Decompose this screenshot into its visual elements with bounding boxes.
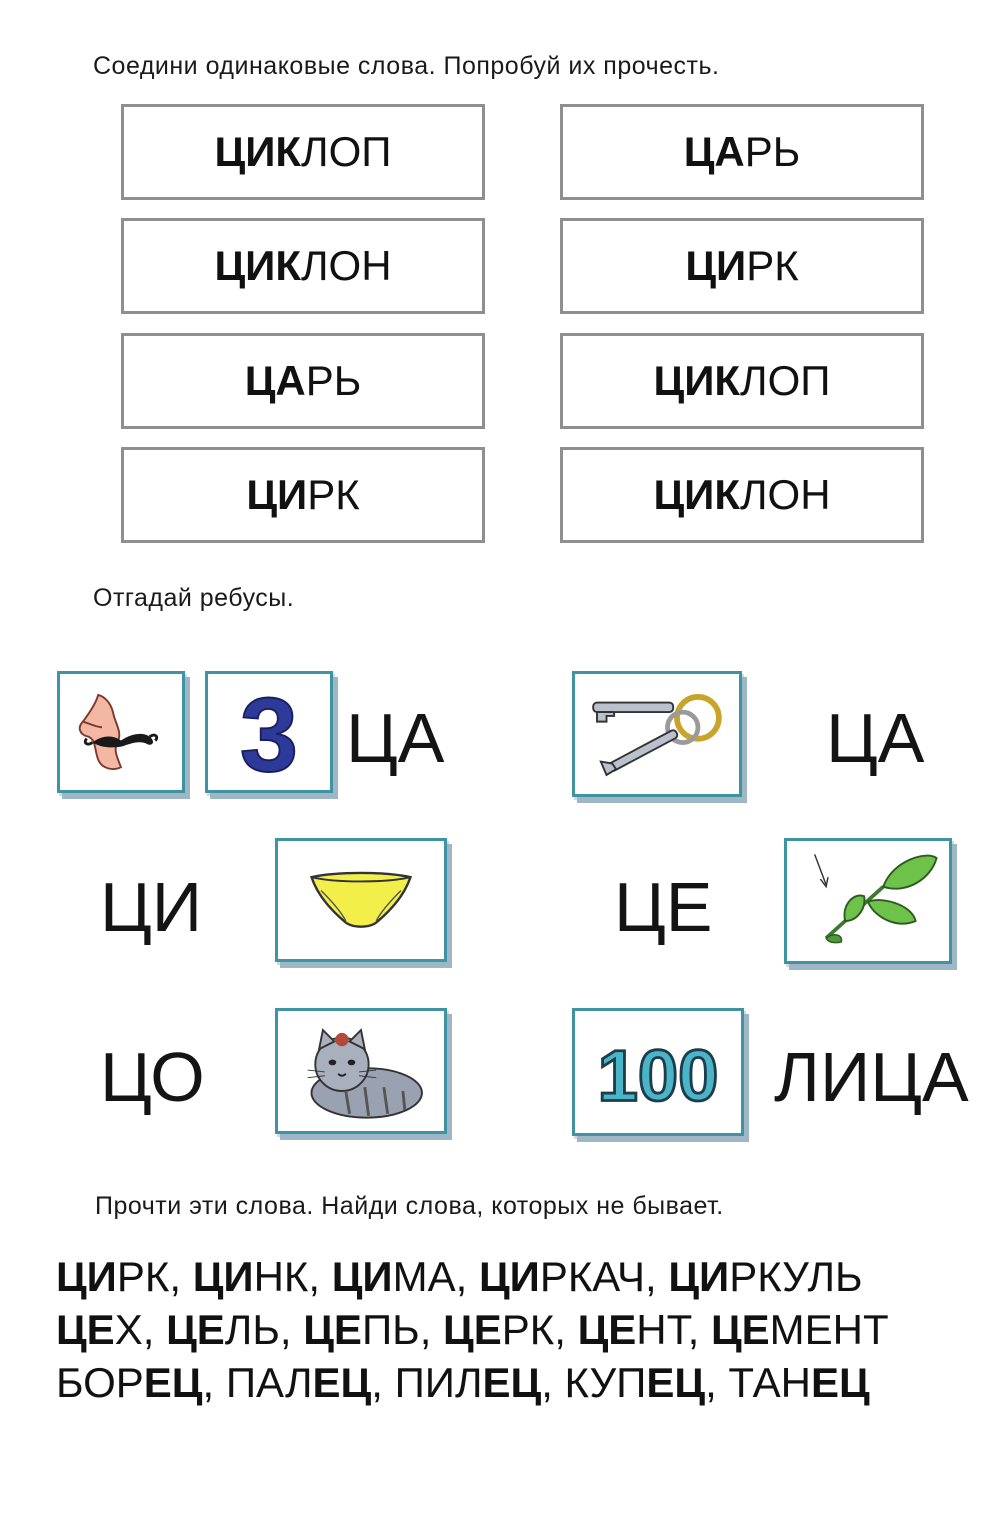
word-bold-part: ЦЕ <box>303 1306 362 1353</box>
word-rest-part: НТ, <box>636 1306 711 1353</box>
nose-mustache-icon[interactable] <box>57 671 185 793</box>
word-rest-part: МЕНТ <box>769 1306 889 1353</box>
word-card-right-2[interactable] <box>560 218 924 314</box>
word-bold-part: ЦА <box>683 128 745 175</box>
word-bold-part: ЦИК <box>214 242 301 289</box>
word-bold-part: ЕЦ <box>482 1359 542 1406</box>
word-item <box>565 1359 729 1406</box>
word-bold-part: ЦИК <box>214 128 302 175</box>
rebus-syllable: ЦА <box>826 699 925 777</box>
word-rest-part: РК <box>307 471 360 518</box>
cat-icon[interactable] <box>275 1008 447 1134</box>
word-rest-part: РК <box>746 242 799 289</box>
word-item <box>193 1253 332 1300</box>
number-hundred-card[interactable] <box>572 1008 744 1136</box>
word-card-right-1[interactable] <box>560 104 924 200</box>
word-bold-part: ЦИ <box>192 1253 254 1300</box>
word-rest-part: РК, <box>116 1253 193 1300</box>
rebus-syllable: ЦА <box>346 699 445 777</box>
word-rest-part: МА, <box>392 1253 479 1300</box>
word-rest-part: , <box>541 1359 565 1406</box>
word-bold-part: ЦЕ <box>166 1306 225 1353</box>
word-bold-part: ЦЕ <box>56 1306 115 1353</box>
rebus-syllable: ЦЕ <box>614 868 713 946</box>
word-item <box>479 1253 668 1300</box>
word-item <box>395 1359 565 1406</box>
instruction-match-words: Соедини одинаковые слова. Попробуй их прочесть. <box>93 52 720 80</box>
word-rest-part: Х, <box>114 1306 167 1353</box>
word-line-3 <box>56 1359 870 1407</box>
word-rest-part: ЛЬ, <box>224 1306 304 1353</box>
keys-icon[interactable] <box>572 671 742 797</box>
word-bold-part: ЦИК <box>653 357 741 404</box>
rebus-syllable: ЦО <box>100 1038 205 1116</box>
word-item <box>578 1306 711 1353</box>
word-line-1 <box>56 1253 863 1301</box>
word-rest-part: , <box>705 1359 729 1406</box>
underpants-icon[interactable] <box>275 838 447 962</box>
word-rest-part: ЛОН <box>739 471 831 518</box>
rebus-syllable: ЛИЦА <box>774 1038 969 1116</box>
word-prefix-part: ТАН <box>728 1359 812 1406</box>
word-prefix-part: БОР <box>56 1359 144 1406</box>
word-item <box>443 1306 578 1353</box>
word-card-left-2[interactable] <box>121 218 485 314</box>
word-item <box>303 1306 443 1353</box>
word-card-left-1[interactable] <box>121 104 485 200</box>
word-bold-part: ЕЦ <box>811 1359 870 1406</box>
word-card-right-3[interactable] <box>560 333 924 429</box>
word-rest-part: , <box>202 1359 226 1406</box>
word-item <box>728 1359 869 1406</box>
word-item <box>226 1359 395 1406</box>
word-rest-part: РК, <box>501 1306 578 1353</box>
word-rest-part: ЛОП <box>301 128 392 175</box>
word-item <box>166 1306 303 1353</box>
word-bold-part: ЦЕ <box>577 1306 637 1353</box>
word-prefix-part: ПАЛ <box>225 1359 313 1406</box>
word-bold-part: ЦИ <box>668 1253 730 1300</box>
word-bold-part: ЦЕ <box>443 1306 502 1353</box>
word-rest-part: НК, <box>253 1253 332 1300</box>
word-bold-part: ЕЦ <box>646 1359 706 1406</box>
word-bold-part: ЦИ <box>331 1253 393 1300</box>
word-item <box>711 1306 889 1353</box>
word-bold-part: ЦА <box>244 357 306 404</box>
leafy-branch-icon[interactable] <box>784 838 952 964</box>
word-rest-part: ЛОН <box>300 242 392 289</box>
word-card-left-3[interactable] <box>121 333 485 429</box>
word-item <box>668 1253 862 1300</box>
word-rest-part: РЬ <box>744 128 801 175</box>
word-bold-part: ЕЦ <box>143 1359 203 1406</box>
word-bold-part: ЦИ <box>685 242 747 289</box>
number-hundred-glyph: 100 <box>597 1035 719 1117</box>
word-rest-part: , <box>371 1359 395 1406</box>
word-bold-part: ЦЕ <box>710 1306 770 1353</box>
word-bold-part: ЦИК <box>653 471 740 518</box>
rebus-syllable: ЦИ <box>100 868 203 946</box>
word-card-right-4[interactable] <box>560 447 924 543</box>
word-bold-part: ЦИ <box>478 1253 540 1300</box>
word-card-left-4[interactable] <box>121 447 485 543</box>
word-prefix-part: КУП <box>564 1359 647 1406</box>
word-rest-part: РЬ <box>305 357 362 404</box>
number-three-glyph: 3 <box>239 676 299 790</box>
instruction-rebus: Отгадай ребусы. <box>93 584 295 612</box>
word-bold-part: ЦИ <box>56 1253 117 1300</box>
word-line-2 <box>56 1306 889 1354</box>
number-three-card[interactable] <box>205 671 333 793</box>
word-item <box>56 1253 193 1300</box>
word-rest-part: ПЬ, <box>361 1306 444 1353</box>
word-bold-part: ЦИ <box>246 471 308 518</box>
instruction-find-words: Прочти эти слова. Найди слова, которых не бывает. <box>95 1192 724 1220</box>
word-rest-part: РКАЧ, <box>539 1253 669 1300</box>
word-bold-part: ЕЦ <box>312 1359 372 1406</box>
word-rest-part: ЛОП <box>740 357 831 404</box>
word-item <box>332 1253 479 1300</box>
word-item <box>56 1306 166 1353</box>
word-item <box>56 1359 226 1406</box>
word-rest-part: РКУЛЬ <box>729 1253 863 1300</box>
word-prefix-part: ПИЛ <box>394 1359 483 1406</box>
